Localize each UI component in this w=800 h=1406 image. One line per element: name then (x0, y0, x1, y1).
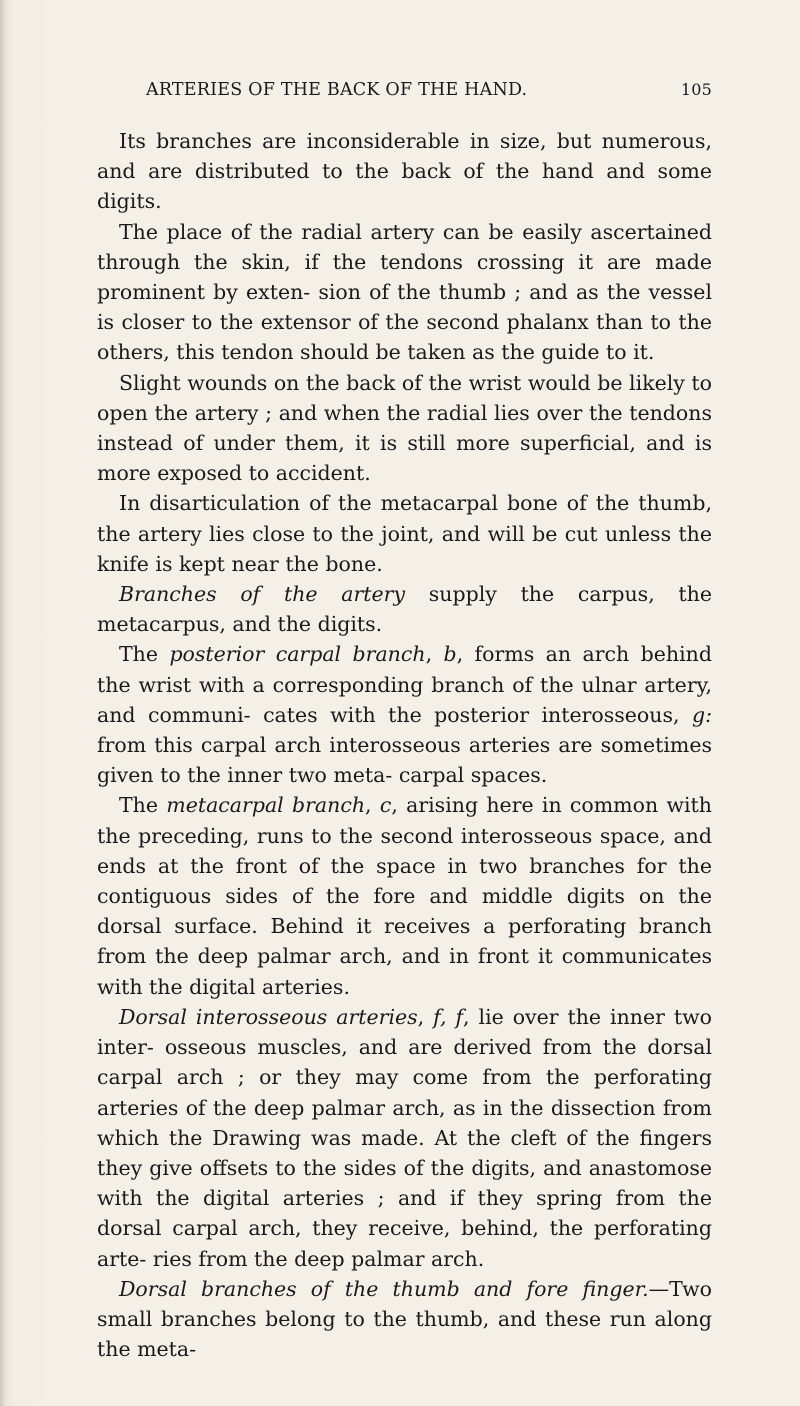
paragraph-text: , (425, 642, 444, 667)
italic-term: metacarpal branch (166, 793, 366, 818)
running-title: ARTERIES OF THE BACK OF THE HAND. (146, 80, 528, 100)
paragraph-text: The (119, 642, 170, 667)
paragraph-text: , arising here in common with the preceding, runs to the second interosseous space, and ends at the front of the space in two branches for the contiguous sides of the fore and middle digits on the dorsal surface. Behind it receives a perforating branch from the deep palmar arch, and in front it communicates with the digital arteries. (97, 793, 712, 999)
italic-term: Dorsal branches of the thumb and fore finger. (119, 1276, 649, 1301)
body-text (97, 126, 712, 1364)
paragraph-radial-artery-location (97, 217, 712, 368)
paragraph-text: The (119, 793, 167, 818)
italic-letter: f, f (433, 1004, 464, 1029)
running-head (146, 80, 712, 110)
page-number: 105 (680, 80, 712, 99)
italic-letter: c (379, 793, 392, 818)
italic-letter: b (443, 642, 457, 667)
paragraph-text: The place of the radial artery can be easily ascertained through the skin, if the tendons crossing it are made prominent by exten- sion of the thumb ; and as the vessel is closer to the extensor of the second phalanx than to the others, this tendon should be taken as the guide to it. (97, 219, 712, 365)
paragraph-text: , (365, 793, 380, 818)
binding-shadow (0, 0, 6, 1406)
paragraph-text: , forms an arch behind the wrist with a corresponding branch of the ulnar artery, and communi- cates with the posterior interosseous, (97, 642, 712, 727)
paragraph-dorsal-thumb-branches (97, 1274, 712, 1365)
paragraph-branches (97, 126, 712, 217)
paragraph-text: , (417, 1004, 434, 1029)
paragraph-dorsal-interosseous (97, 1002, 712, 1274)
italic-term: Branches of the artery (119, 582, 406, 607)
paragraph-text: In disarticulation of the metacarpal bone of the thumb, the artery lies close to the joint, and will be cut unless the knife is kept near the bone. (97, 491, 712, 576)
italic-term: Dorsal interosseous arteries (119, 1004, 418, 1029)
italic-term: posterior carpal branch (169, 642, 426, 667)
paragraph-wounds (97, 368, 712, 489)
paragraph-text: supply the carpus, the metacarpus, and the digits. (97, 582, 713, 637)
paragraph-text: from this carpal arch interosseous arteries are sometimes given to the inner two meta- carpal spaces. (97, 733, 712, 788)
paragraph-text: , lie over the inner two inter- osseous muscles, and are derived from the dorsal carpal arch ; or they may come from the perforating arteries of the deep palmar arch, as in the dissection from which the Drawing was made. At the cleft of the fingers they give offsets to the sides of the digits, and anastomose with the digital arteries ; and if they spring from the dorsal carpal arch, they receive, behind, the perforating arte- ries from the deep palmar arch. (97, 1004, 712, 1271)
paragraph-text: Slight wounds on the back of the wrist would be likely to open the artery ; and when the radial lies over the tendons instead of under them, it is still more superficial, and is more exposed to accident. (97, 370, 712, 486)
italic-letter: g: (691, 702, 712, 727)
paragraph-text: —Two small branches belong to the thumb, and these run along the meta- (97, 1276, 712, 1362)
paragraph-metacarpal-branch (97, 790, 712, 1001)
paragraph-posterior-carpal (97, 639, 712, 790)
paragraph-disarticulation (97, 488, 712, 579)
paragraph-text: Its branches are inconsiderable in size, but numerous, and are distributed to the back of the hand and some digits. (97, 129, 712, 214)
paragraph-branches-of-artery (97, 579, 712, 639)
